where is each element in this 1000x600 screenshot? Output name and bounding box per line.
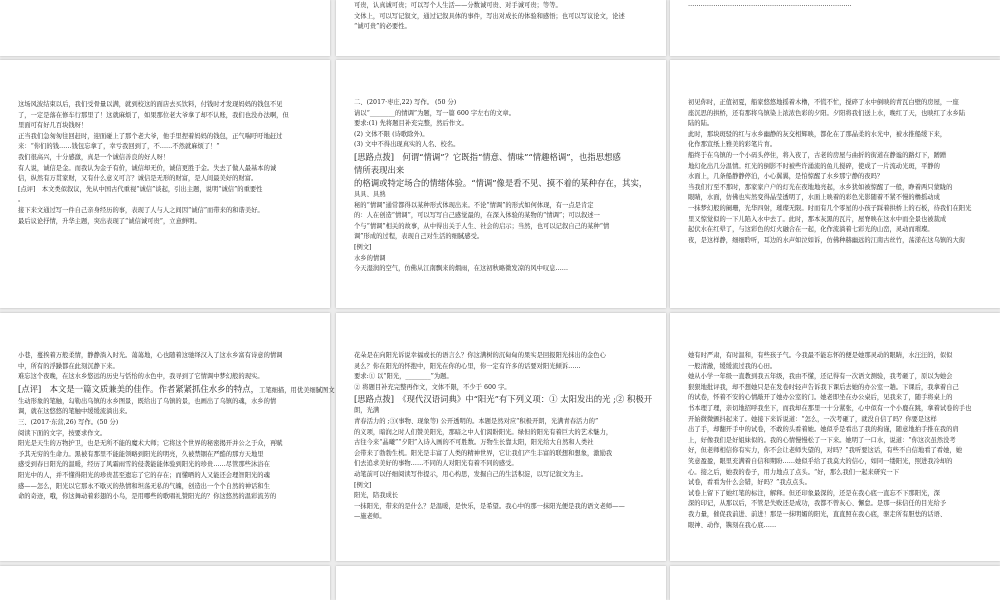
text-line bbox=[354, 232, 648, 243]
page-thumbnail bbox=[670, 313, 1000, 561]
text-line bbox=[688, 404, 982, 415]
text-line bbox=[354, 449, 648, 460]
text-line-main: 予其无穷的生命力。黑被有那里不能能领略到阳光的明亮，久被禁锢在严酷的那方天地里 bbox=[18, 450, 264, 458]
text-line bbox=[688, 162, 982, 173]
text-line bbox=[18, 164, 312, 175]
page-text bbox=[336, 0, 666, 33]
text-line bbox=[18, 174, 312, 185]
text-line-main: 灵么？你在阳光的怀抱中，阳光在你的心里，你一定有许多的话要对阳光倾诉…… bbox=[354, 362, 581, 370]
text-line bbox=[354, 428, 648, 439]
text-line-main: 好，但老师相信你有实力，你不会让老师失望的，对吗？”我听要这话，有些不自信地看了看她，她 bbox=[688, 447, 962, 455]
text-line-main: 我力量，催促我前进、前进！那是一抹明媚的阳光，直直照在我心底，驱走所有胆怯的话语、 bbox=[688, 510, 947, 518]
text-line-main: 深的印记，从那以后，不管是失败还是成功，我都不曾灰心、懈怠。是那一抹信任的目光给予 bbox=[688, 500, 947, 508]
text-line bbox=[18, 439, 312, 450]
text-line-main: 试卷上留下了她红笔的标注，解释。但还印象最深的，还是在我心底一直忘不下那阳光，深 bbox=[688, 489, 940, 497]
page-thumbnail bbox=[336, 313, 666, 561]
page-text bbox=[336, 313, 666, 523]
text-line-main: 接下来文通过写一件自己亲身经历的事，表现了人与人之间因“诚信”而带来的和谐美好。 bbox=[18, 206, 264, 214]
text-line bbox=[18, 142, 312, 153]
text-line-main: 出了手，却翻开手中的试卷，不敢的头看着她。她似乎是看出了我的拘谨，随意地拍手推在我的肩 bbox=[688, 426, 959, 434]
text-line-main: 一般清澈，缓缓流过我的心田。 bbox=[688, 362, 777, 370]
text-line-main: 心。接之后，她我的卷子，用力地点了点头。“好，那么我们一起来研究一下 bbox=[688, 468, 900, 476]
text-line bbox=[354, 164, 648, 177]
text-line bbox=[18, 471, 312, 482]
text-line-main: 三、(2017·东营,26) 写作。(50 分) bbox=[18, 418, 119, 426]
text-line-main: 古往今来“晶曦”“夕阳”入诗入画的不可胜数。万物生长靠太阳，阳光给大自然和人类社 bbox=[354, 439, 594, 447]
text-line-main: 起伏水在红晕了，与这彩色的灯火融合在一起，化作流淌着七彩光的山峦，灵动而璀璨。 bbox=[688, 226, 934, 234]
text-line-main: 眼神、动作，镌刻在我心底…… bbox=[688, 521, 777, 529]
text-line bbox=[688, 0, 982, 11]
text-line-main: 正当我们急匆匆往回赶时，迎面碰上了那个老大爷，他手里捏着妈妈的钱包，正气喘吁吁地赶过 bbox=[18, 132, 283, 140]
text-line-main: 最后议论抒情，升华主题，突出表现了“诚信诚可贵”，立意鲜明。 bbox=[18, 217, 201, 225]
text-line bbox=[688, 510, 982, 521]
text-line bbox=[354, 130, 648, 141]
text-line-main: 夜，是这样静，细细聆听，耳边的水声如泣如诉，仿佛种赫幽远的江南古丝竹，荡漾在这乌镇的大街 bbox=[688, 236, 966, 244]
page-thumbnail bbox=[670, 60, 1000, 308]
text-line-main: 个与“情调”相关的故事，从中得出关于人生、社会的启示；当然，也可以记叙自己的某种“情 bbox=[354, 222, 610, 230]
text-line-main: 调”形成的过程，表现自己对生活的细腻感受。 bbox=[354, 233, 484, 241]
text-line bbox=[688, 351, 982, 362]
text-line bbox=[18, 185, 312, 196]
text-line-main: 座沉思的拱桥，还有那将乌镇染上浓浓色彩的夕阳。夕阳将我们送上水，晚红了天，也映红了水乡陆 bbox=[688, 109, 966, 117]
text-line-main: 来：“你们的钱……钱包忘拿了，幸亏我回到了，不……不然就麻烦了！” bbox=[18, 143, 220, 151]
page-thumbnail bbox=[336, 60, 666, 308]
text-line bbox=[688, 393, 982, 404]
page-thumbnail bbox=[670, 0, 1000, 56]
text-line-main: 阅读下面的文字，按要求作文。 bbox=[18, 429, 107, 437]
text-line bbox=[354, 1, 648, 12]
text-line bbox=[18, 195, 312, 206]
text-line bbox=[354, 177, 648, 190]
text-line bbox=[688, 98, 982, 109]
text-line bbox=[18, 153, 312, 164]
text-line bbox=[18, 397, 312, 408]
text-line bbox=[688, 225, 982, 236]
text-line bbox=[688, 172, 982, 183]
text-line-main: 青春活力的 ;③(事物、现象等) 公开透明的。本题是然对应“积极开朗，光满青春活力的” bbox=[354, 417, 599, 425]
text-line bbox=[354, 393, 653, 406]
text-line bbox=[688, 478, 982, 489]
text-line-main: 狠狠地批评我，却不想她只是在发卷时轻声告诉我下课后去她的办公室一趟。下课后，我拿着自己 bbox=[688, 383, 959, 391]
text-line-main: 水面上，几条船静静停泊，小心翼翼，是怕惊醒了水乡那宁静的夜吗？ bbox=[688, 173, 884, 181]
text-line-main: 书本理了理，亲切地招呼我坐下，而我却在那里一十分紧张，心中似有一个小鹿在跳，拿着试卷的手也 bbox=[688, 404, 972, 412]
text-line-main: 阳光中的人，并不懂得阳光的珍贵甚至遗忘了它的存在；而懂晒的人又能还会理智阳光的魂 bbox=[18, 471, 270, 479]
text-line bbox=[688, 446, 982, 457]
text-line bbox=[18, 407, 312, 418]
text-line bbox=[354, 140, 648, 151]
text-line-main: —施老师。 bbox=[354, 513, 386, 521]
text-line bbox=[354, 22, 648, 33]
text-line-main: 此时，那块斑驳的红与水乡幽静的灰交相辉映，都化在了那晶柔的水光中，被水推船缓下来， bbox=[688, 130, 947, 138]
text-line-main: 信，纵然有万贯家财，又有什么意义可言？诚信是无形的财富，是人间最美好的财富。 bbox=[18, 175, 258, 183]
text-line-main: 二、(2017·枣庄,22) 写作。 (50 分) bbox=[354, 99, 457, 106]
text-line-main: 情所表现出来 bbox=[354, 164, 405, 175]
text-line bbox=[688, 183, 982, 194]
text-line-main: 命的奇迹，哦，你这舞动着彩翅的小鸟，是用哪些的歌唱礼赞阳光的？你这悠然的温彩流芳的 bbox=[18, 493, 277, 501]
text-line bbox=[18, 372, 312, 383]
text-line bbox=[354, 491, 648, 502]
text-line bbox=[354, 98, 648, 109]
page-thumbnail bbox=[0, 566, 330, 600]
page-thumbnail bbox=[336, 0, 666, 56]
page-text bbox=[0, 0, 330, 8]
text-line bbox=[18, 132, 312, 143]
text-line-main: 开始微微颤抖起来了。她接下来诉说道：“怎么，一次考砸了，就没自信了吗？你要是这样 bbox=[688, 415, 937, 423]
text-line-main: 会带来了勃勃生机。阳光是丰富了人类的精神世界，它让我们产生丰富的联想和想象，激励我 bbox=[354, 449, 613, 457]
text-line-main: (2) 文体不限 (诗歌除外)。 bbox=[354, 130, 429, 138]
text-line-main: 的格调或特定场合的情绪体验。“情调”像是看不见、摸不着的某种存在，其实， bbox=[354, 177, 648, 188]
text-line-main: 难忘这个夜晚，在这水乡悠远的历史与恬怡的水色中，我寻到了它情调中梦幻般的现实。 bbox=[18, 373, 264, 381]
text-line-main: 里又惊觉似的一下儿陷入水中去了。此时，那本灰黑的瓦片，屋脊映在这水中而全景也被裁成 bbox=[688, 215, 947, 223]
text-line-main: 动笔前可以仔细阅读写作提示，用心构思，发掘自己的生活积淀，以写记叙文为主。 bbox=[354, 470, 587, 478]
text-line bbox=[354, 502, 648, 513]
text-line-main: [思路点拨] 《现代汉语词典》中“阳光”有下列义项：① 太阳发出的光 ;② 积极开 bbox=[354, 394, 653, 405]
text-line bbox=[18, 460, 312, 471]
text-line bbox=[688, 425, 982, 436]
text-line bbox=[18, 217, 312, 228]
text-line-main: 阳光是天生的万物护卫，也是无所不能的魔术大师；它将这个世界的秘密揭开并公之于众，再赋 bbox=[18, 440, 283, 448]
text-line-main: 了，一定是落在修车行那里了！这就麻烦了，如果那位老大爷拿了却不认账，我们也没办法啊，但 bbox=[18, 111, 289, 119]
text-line bbox=[688, 204, 982, 215]
text-line bbox=[688, 193, 982, 204]
text-line bbox=[18, 450, 312, 461]
text-line-main: 文体上，可以写记叙文，通过记叙具体的事件，写出对成长的体验和感悟；也可以写议论文，论述 bbox=[354, 12, 625, 20]
text-line bbox=[18, 383, 335, 397]
text-line-main: …………………………………………………………………… bbox=[688, 1, 852, 8]
text-line bbox=[354, 512, 648, 523]
text-line bbox=[354, 481, 648, 492]
page-thumbnail bbox=[670, 566, 1000, 600]
text-line bbox=[688, 521, 982, 532]
page-text bbox=[670, 0, 1000, 11]
text-line bbox=[354, 190, 648, 201]
text-line bbox=[18, 111, 312, 122]
page-thumbnail bbox=[0, 0, 330, 56]
page-thumbnail bbox=[0, 313, 335, 561]
text-line-main: [点评] 本文类似叙议，先从中国古代重视“诚信”谈起，引出主题，说明“诚信”的重要性 bbox=[18, 185, 263, 193]
text-line-main: [思路点拨] 何谓“情调”？它既指“情意、情味”“情趣格调”，也指思想感 bbox=[354, 151, 621, 162]
text-line bbox=[354, 211, 648, 222]
text-line-main: 这场风波结束以后，我们受骨量以满，就到校这的面店去买饮料，付钱时才发现妈妈的钱包不见 bbox=[18, 101, 283, 108]
text-line-main: 生动形象的笔触，勾勒出乌镇的水乡图景，既给出了乌镇的景，也画出了乌镇的魂，水乡的情 bbox=[18, 397, 277, 405]
text-line-main: 里面可有好几百块钱呀！ bbox=[18, 122, 88, 130]
text-line-main: ② 将题目补充完整再作文，文体不限，不少于 600 字。 bbox=[354, 383, 511, 391]
text-line-main: 有人说，诚信是金。而我认为金子有价，诚信却无价，诚信更胜于金。失去了做人最基本的诚 bbox=[18, 164, 277, 172]
text-line bbox=[354, 351, 648, 362]
text-line-main: 初见你时，正值初夏，船家悠悠地摇着木橹，不慌不忙，搅碎了水中倒映的青瓦白壁的房屋，一座 bbox=[688, 99, 959, 106]
text-line-main: 地幻化出几分温情。红光的倒影不时被些许涌流的鱼儿搅碎，使成了一片流动光斑，平静的 bbox=[688, 162, 940, 170]
text-line bbox=[18, 362, 312, 373]
text-line bbox=[688, 151, 982, 162]
text-line-main: 阳光，陪我成长 bbox=[354, 492, 399, 500]
text-line bbox=[688, 383, 982, 394]
text-line-main: 中，所有的浮躁都在此刻沉静下来。 bbox=[18, 362, 119, 370]
page-text bbox=[336, 60, 666, 275]
text-line-main: 花朵是在向阳光诉说幸福或长的语言么？你这满树的沉甸甸的果实是回报阳光抹出的金色心 bbox=[354, 352, 606, 359]
text-line bbox=[18, 351, 312, 362]
text-line-main: 眼睛，水面，仿佛也实然变得晶莹透明了，水面上映着的彩色光影随着不紧不慢的橹摇动成 bbox=[688, 194, 940, 202]
text-line-main: [例文] bbox=[354, 243, 372, 251]
text-line-main: 的试卷，怀着不安的心情敲开了她办公室的门。她老即坐在办公桌后，见我来了，随手将桌上的 bbox=[688, 394, 953, 402]
text-line-main: 一抹阳光，带来的是什么？是温暖，是快乐，是希望。我心中的那一抹阳光便是我的语文老师—— bbox=[354, 502, 625, 510]
text-line bbox=[354, 372, 648, 383]
text-line-suffix: 工笔细描，用优美细腻图文 bbox=[259, 386, 335, 394]
text-line bbox=[354, 438, 648, 449]
text-line bbox=[354, 264, 648, 275]
text-line-main: 要求:(1) 先将题目补充完整，然后作文。 bbox=[354, 120, 468, 128]
page-text bbox=[670, 313, 1000, 531]
text-line-main: 小巷，蔓挨着万般柔情，静静淌入时光。蔼蔼地，心也随着这驰绎汉入了这水乡富有诗意的情调 bbox=[18, 352, 283, 359]
text-line bbox=[354, 383, 648, 394]
text-line-main: 试卷，看看为什么会错，好吗？”我点点头。 bbox=[688, 479, 811, 487]
text-line bbox=[688, 436, 982, 447]
text-line-main: 朗，光满 bbox=[354, 407, 380, 415]
text-line-main: 具具、具熟 bbox=[354, 190, 386, 198]
text-line bbox=[18, 418, 312, 429]
text-line-main: 她有时严肃，有时温和，有些孩子气。今我最不能忘怀的便是她那灵动的眼睛，水汪汪的，似似 bbox=[688, 352, 953, 359]
page-thumbnail bbox=[0, 60, 330, 308]
text-line bbox=[688, 499, 982, 510]
text-line bbox=[688, 468, 982, 479]
text-line bbox=[354, 470, 648, 481]
text-line bbox=[688, 489, 982, 500]
text-line-main: 她从小学一年级一直教到我五年级，我由不懂，还记得有一次语文测验，我考砸了，原以为她会 bbox=[688, 373, 953, 381]
text-line bbox=[354, 243, 648, 254]
text-line bbox=[688, 236, 982, 247]
text-line bbox=[688, 119, 982, 130]
text-line bbox=[688, 457, 982, 468]
text-line bbox=[688, 109, 982, 120]
text-line bbox=[688, 372, 982, 383]
text-line-main: 今天湿润的空气，仿佛从江南飘来的烟雨，在这初秋略微发凉的风中叹息…… bbox=[354, 265, 569, 273]
text-line bbox=[354, 151, 648, 164]
text-line-main: 调，就在这悠悠的笔触中缓缓流淌出来。 bbox=[18, 408, 132, 416]
text-line bbox=[18, 492, 312, 503]
text-line bbox=[354, 222, 648, 233]
text-line bbox=[354, 362, 648, 373]
text-line-main: 上，好像我们是好姐妹似的。我的心情慢慢松了一下来。她明了一口水，说道：“你这次虽然没考 bbox=[688, 436, 956, 444]
text-line-main: 陆的陆。 bbox=[688, 120, 714, 128]
text-line-main: 感受到春日阳光的温暖，经历了风霜雨雪的侵袭能能体验到阳光的珍贵……尽管那些沐浴在 bbox=[18, 461, 270, 469]
text-line bbox=[688, 362, 982, 373]
page-thumbnail bbox=[336, 566, 666, 600]
text-line bbox=[688, 130, 982, 141]
text-line-main: 。 bbox=[18, 196, 25, 204]
text-line-main: (3) 文中不得出现真实的人名、校名。 bbox=[354, 141, 460, 149]
page-text bbox=[0, 60, 330, 227]
text-line bbox=[18, 206, 312, 217]
text-line-main: 感——怎么，阳光以它那永不歇灭的热情和坦荡无私的气魄，创造出一个个自然的神话和生 bbox=[18, 482, 270, 490]
text-line bbox=[354, 406, 648, 417]
text-line bbox=[354, 254, 648, 265]
text-line-main: 的：人在创造“情调”，可以写写自己感觉最的，在深入体验的某物的“情调”；可以叙述一 bbox=[354, 212, 600, 220]
text-line bbox=[354, 109, 648, 120]
text-line bbox=[18, 429, 312, 440]
text-line-main: 请以“________的情调”为题，写一篇 600 字左右的文章。 bbox=[354, 109, 515, 117]
text-line-main: 秘的“情调”通常都得以某种形式体现出来。不论“情调”的形式如何体现，有一点是肯定 bbox=[354, 201, 594, 209]
text-line bbox=[18, 121, 312, 132]
text-line-main: 当我们行至不那时，那家家户户的灯光在夜地地亮起，水乡犹如被惊醒了一般，睁着两只蒙眬的 bbox=[688, 183, 953, 191]
text-line bbox=[354, 459, 648, 470]
text-line-main: 化作那宣纸上雅美的彩笔片育。 bbox=[688, 141, 777, 149]
text-line-main: “诚可贵”的必要性。 bbox=[354, 23, 411, 31]
text-line bbox=[354, 12, 648, 23]
text-line-main: 笑意盈盈，眼里充满着自信和期盼……她似乎给了我莫大的信心，如同一缕阳光，照进我冷却的 bbox=[688, 457, 953, 465]
text-line bbox=[18, 482, 312, 493]
text-line bbox=[688, 140, 982, 151]
page-text bbox=[0, 313, 335, 503]
text-line-main: [例文] bbox=[354, 481, 372, 489]
text-line-main: 船终于在乌镇的一个小码头停住，将入夜了，古老的房屋与曲折的街道在静谧的路灯下，蹭蹭 bbox=[688, 151, 947, 159]
text-line bbox=[354, 201, 648, 212]
text-line-main: 水乡的情调 bbox=[354, 254, 386, 262]
text-line bbox=[18, 100, 312, 111]
text-line-main: 我们很高兴，十分感激，真是一个诚信善良的好人呀！ bbox=[18, 153, 170, 161]
page-text bbox=[670, 60, 1000, 246]
text-line-main: 们去追求美好的事物……不同的人对阳光有着不同的感受。 bbox=[354, 460, 518, 468]
text-line-main: 可贵，认真诚可贵；可以写个人生活——分数诚可贵、对手诚可贵；等等。 bbox=[354, 2, 562, 9]
text-line bbox=[688, 415, 982, 426]
text-line bbox=[354, 417, 648, 428]
text-line-main: 一抹梦幻般的阑珊，光华四射，璀璨无限。时而有几个零星的小孩子踩着拱桥上的石板，待我们在阳光 bbox=[688, 204, 972, 212]
text-line-main: [点评] 本文是一篇文质兼美的佳作。作者紧紧抓住水乡的特点， bbox=[18, 383, 260, 394]
text-line-main: 的义项，暗润之时人们赞美阳光，那暗之中人们渴盼阳光。绿但的阳光有着巨大的艺术魅力， bbox=[354, 428, 613, 436]
text-line bbox=[688, 215, 982, 226]
text-line-main: 要求:① 以“阳光，________”为题。 bbox=[354, 373, 453, 381]
text-line bbox=[354, 119, 648, 130]
